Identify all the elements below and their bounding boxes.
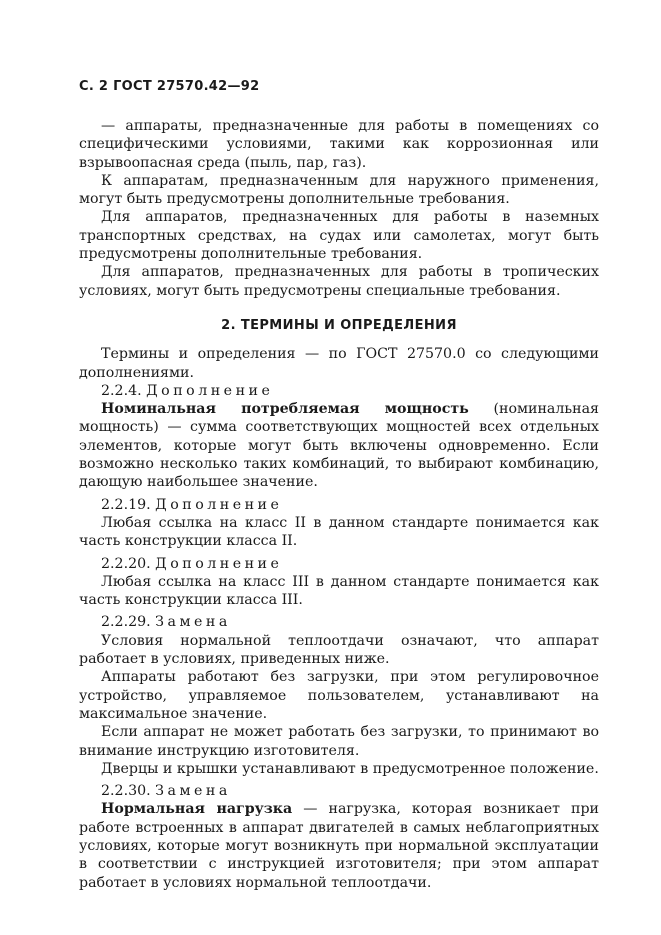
- clause-label: Замена: [155, 783, 231, 800]
- clause-label: Дополнение: [155, 496, 283, 513]
- intro-paragraph-1: — аппараты, предназначенные для работы в помещениях со специфическими условиями, такими как коррозионная или взрывоопасная среда (пыль, пар, газ).: [79, 118, 599, 171]
- clause-2-2-20-heading: [79, 555, 599, 573]
- clause-2-2-19-text: Любая ссылка на класс II в данном стандарте понимается как часть конструкции класса II.: [79, 514, 599, 550]
- term-definition: — нагрузка, которая возникает при работе встроенных в аппарат двигателей в самых неблагоприятных условиях, которые могут возникнуть при нормальной эксплуатации в соответствии с инструкцией изготовителя; при этом аппарат работает в условиях нормальной теплоотдачи.: [79, 801, 599, 891]
- clause-number: 2.2.29.: [101, 614, 151, 631]
- section-title: 2. ТЕРМИНЫ И ОПРЕДЕЛЕНИЯ: [221, 317, 457, 333]
- clause-2-2-29-heading: [79, 613, 599, 631]
- page-header: С. 2 ГОСТ 27570.42—92: [79, 79, 260, 94]
- intro-paragraph-3: Для аппаратов, предназначенных для работы в наземных транспортных средствах, на судах или самолетах, могут быть предусмотрены дополнительные требования.: [79, 209, 599, 263]
- clause-number: 2.2.20.: [101, 555, 151, 572]
- term-name: Номинальная потребляемая мощность: [101, 401, 469, 418]
- clause-2-2-19-heading: [79, 496, 599, 514]
- clause-2-2-29-paragraph-4: Дверцы и крышки устанавливают в предусмотренное положение.: [101, 760, 599, 777]
- clause-2-2-30-heading: [79, 782, 599, 800]
- terms-intro: Термины и определения — по ГОСТ 27570.0 со следующими дополнениями.: [79, 346, 599, 381]
- clause-2-2-20-text: Любая ссылка на класс III в данном стандарте понимается как часть конструкции класса III.: [79, 573, 599, 609]
- clause-2-2-30-definition: [79, 800, 599, 891]
- clause-number: 2.2.30.: [101, 783, 151, 800]
- term-definition: (номинальная мощность) — сумма соответствующих мощностей всех отдельных элементов, которые могут быть включены одновременно. Если возможно несколько таких комбинаций, то выбирают комбинацию, дающую наибольшее значение.: [79, 401, 599, 491]
- clause-label: Дополнение: [146, 382, 274, 399]
- clause-label: Дополнение: [155, 555, 283, 572]
- clause-2-2-29-paragraph-1: Условия нормальной теплоотдачи означают, что аппарат работает в условиях, приведенных ниже.: [79, 632, 599, 668]
- document-body: [79, 117, 599, 892]
- clause-number: 2.2.4.: [101, 382, 142, 399]
- clause-2-2-4-heading: [79, 382, 599, 400]
- clause-2-2-29-paragraph-2: Аппараты работают без загрузки, при этом регулировочное устройство, управляемое пользователем, устанавливают на максимальное значение.: [79, 669, 599, 722]
- intro-paragraph-2: К аппаратам, предназначенным для наружного применения, могут быть предусмотрены дополнительные требования.: [79, 172, 599, 208]
- clause-label: Замена: [155, 614, 231, 631]
- intro-paragraph-4: Для аппаратов, предназначенных для работы в тропических условиях, могут быть предусмотрены специальные требования.: [79, 264, 599, 299]
- clause-2-2-4-definition: [79, 400, 599, 491]
- clause-number: 2.2.19.: [101, 496, 151, 513]
- term-name: Нормальная нагрузка: [101, 801, 293, 818]
- clause-2-2-29-paragraph-3: Если аппарат не может работать без загрузки, то принимают во внимание инструкцию изготовителя.: [79, 724, 599, 759]
